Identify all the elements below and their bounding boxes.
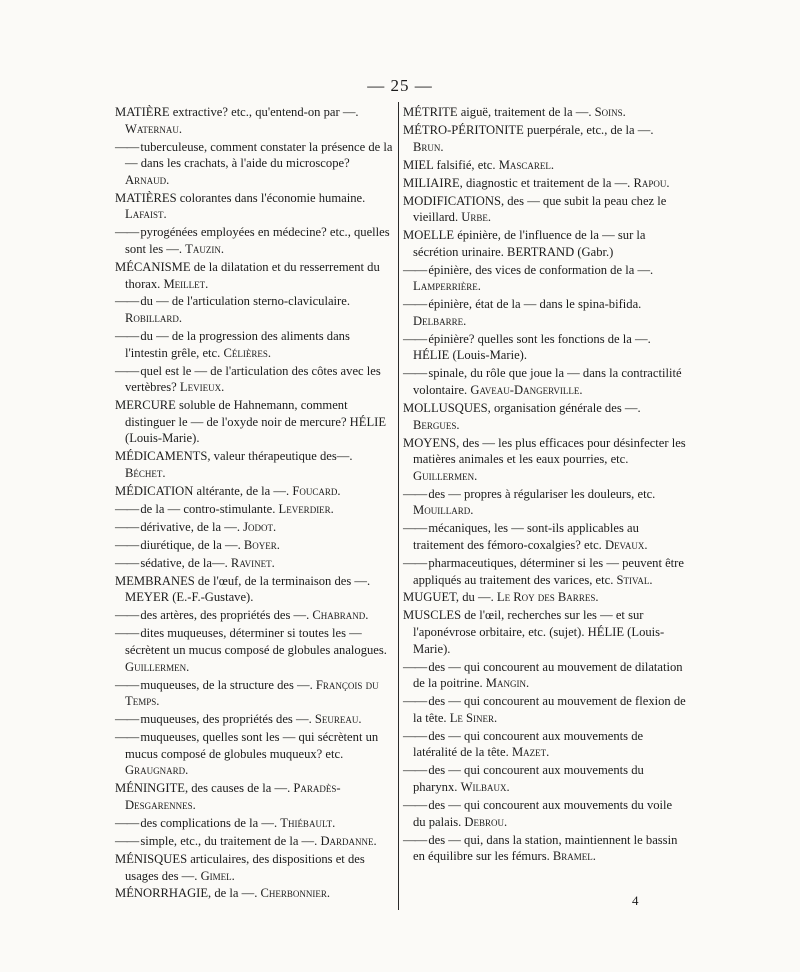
index-entry bbox=[403, 331, 687, 364]
entry-text: des artères, des propriétés des —. bbox=[140, 608, 313, 623]
index-entry bbox=[115, 190, 393, 223]
entry-author: Guillermen. bbox=[125, 659, 190, 674]
continuation-dash: —— bbox=[115, 294, 141, 309]
entry-author: Gimel. bbox=[200, 868, 235, 883]
entry-text: des — propres à régulariser les douleurs, etc. bbox=[428, 486, 656, 501]
entry-author: Boyer. bbox=[243, 537, 280, 552]
entry-text: MEMBRANES de l'œuf, de la terminaison des —. MEYER (E.-F.-Gustave). bbox=[115, 573, 371, 605]
entry-author: Le Siner. bbox=[449, 710, 498, 725]
entry-author: Mangin. bbox=[485, 676, 530, 691]
continuation-dash: —— bbox=[115, 833, 141, 848]
entry-text: des — qui concourent aux mouvements de latéralité de la tête. bbox=[413, 728, 644, 760]
entry-author: Guillermen. bbox=[413, 468, 478, 483]
entry-author: Tauzin. bbox=[185, 241, 225, 256]
continuation-dash: —— bbox=[115, 730, 141, 745]
entry-text: du — de l'articulation sterno-claviculaire. bbox=[140, 294, 350, 309]
index-entry bbox=[403, 659, 687, 692]
continuation-dash: —— bbox=[403, 694, 429, 709]
index-entry bbox=[403, 175, 687, 192]
entry-author: Delbarre. bbox=[413, 313, 467, 328]
entry-text: dérivative, de la —. bbox=[140, 519, 244, 534]
entry-text: épinière? quelles sont les fonctions de la —. HÉLIE (Louis-Marie). bbox=[413, 331, 651, 363]
index-entry bbox=[115, 501, 393, 518]
index-entry bbox=[403, 832, 687, 865]
entry-text: des — qui concourent aux mouvements du voile du palais. bbox=[413, 797, 673, 829]
entry-author: Stival. bbox=[616, 572, 653, 587]
continuation-dash: —— bbox=[403, 555, 429, 570]
index-entry bbox=[115, 677, 393, 710]
entry-text: du — de la progression des aliments dans l'intestin grêle, etc. bbox=[125, 329, 350, 360]
index-entry bbox=[403, 296, 687, 329]
entry-author: Robillard. bbox=[125, 311, 183, 326]
entry-text: MUGUET, du —. bbox=[403, 590, 497, 605]
entry-author: Mascarel. bbox=[498, 157, 555, 172]
entry-text: MATIÈRE extractive? etc., qu'entend-on par —. bbox=[115, 105, 359, 119]
index-entry bbox=[403, 193, 687, 226]
index-entry bbox=[403, 262, 687, 295]
index-entry bbox=[403, 797, 687, 830]
entry-text: muqueuses, quelles sont les — qui sécrètent un mucus composé de globules muqueux? etc. bbox=[125, 730, 379, 761]
entry-author: Brun. bbox=[413, 139, 444, 154]
index-entry bbox=[115, 555, 393, 572]
continuation-dash: —— bbox=[403, 297, 429, 312]
entry-text: simple, etc., du traitement de la —. bbox=[140, 833, 321, 848]
entry-author: Meillet. bbox=[163, 276, 209, 291]
index-entry bbox=[115, 537, 393, 554]
entry-author: Wilbaux. bbox=[460, 779, 510, 794]
entry-author: Foucard. bbox=[292, 483, 341, 498]
index-entry bbox=[115, 729, 393, 779]
entry-text: MERCURE soluble de Hahnemann, comment distinguer le — de l'oxyde noir de mercure? HÉLIE (Louis-Marie). bbox=[115, 398, 387, 446]
column-divider bbox=[398, 102, 399, 910]
continuation-dash: —— bbox=[115, 329, 141, 344]
continuation-dash: —— bbox=[115, 608, 141, 623]
entry-text: des — qui, dans la station, maintiennent le bassin en équilibre sur les fémurs. bbox=[413, 832, 678, 864]
continuation-dash: —— bbox=[115, 555, 141, 570]
entry-text: des — qui concourent au mouvement de dilatation de la poitrine. bbox=[413, 659, 683, 691]
index-entry bbox=[403, 435, 687, 485]
entry-text: épinière, des vices de conformation de la —. bbox=[428, 262, 654, 277]
index-entry bbox=[115, 104, 393, 137]
index-entry bbox=[403, 122, 687, 155]
continuation-dash: —— bbox=[403, 521, 429, 536]
entry-text: MÉTRITE aiguë, traitement de la —. bbox=[403, 105, 595, 119]
entry-author: Debrou. bbox=[464, 814, 508, 829]
continuation-dash: —— bbox=[115, 712, 141, 727]
entry-author: Célières. bbox=[223, 345, 271, 360]
entry-text: sédative, de la—. bbox=[140, 555, 231, 570]
entry-author: Lafaist. bbox=[125, 207, 167, 222]
entry-author: Ravinet. bbox=[230, 555, 275, 570]
entry-text: tuberculeuse, comment constater la présence de la — dans les crachats, à l'aide du microscope? bbox=[125, 139, 393, 171]
page-number: — 25 — bbox=[367, 76, 433, 95]
continuation-dash: —— bbox=[115, 519, 141, 534]
entry-text: mécaniques, les — sont-ils applicables au traitement des fémoro-coxalgies? etc. bbox=[413, 521, 639, 552]
continuation-dash: —— bbox=[403, 797, 429, 812]
continuation-dash: —— bbox=[403, 728, 429, 743]
continuation-dash: —— bbox=[115, 225, 141, 240]
index-entry bbox=[115, 625, 393, 675]
continuation-dash: —— bbox=[115, 363, 141, 378]
entry-author: Lamperrière. bbox=[413, 279, 481, 294]
entry-text: MÉNORRHAGIE, de la —. bbox=[115, 886, 261, 901]
continuation-dash: —— bbox=[115, 139, 141, 154]
entry-author: Seureau. bbox=[314, 712, 362, 727]
entry-author: Chabrand. bbox=[312, 608, 369, 623]
continuation-dash: —— bbox=[403, 763, 429, 778]
entry-author: Soins. bbox=[594, 105, 626, 119]
entry-text: MILIAIRE, diagnostic et traitement de la —. bbox=[403, 175, 634, 190]
continuation-dash: —— bbox=[115, 626, 141, 641]
entry-text: MOYENS, des — les plus efficaces pour désinfecter les matières animales et les eaux pourries, etc. bbox=[403, 435, 686, 467]
index-entry bbox=[403, 728, 687, 761]
entry-author: Waternau. bbox=[125, 121, 183, 136]
index-entry bbox=[403, 486, 687, 519]
entry-author: Thiébault. bbox=[280, 815, 336, 830]
entry-text: dites muqueuses, déterminer si toutes les — sécrètent un mucus composé de globules analogues. bbox=[125, 626, 387, 658]
entry-text: MÉDICATION altérante, de la —. bbox=[115, 483, 293, 498]
entry-text: MÉNISQUES articulaires, des dispositions et des usages des —. bbox=[115, 851, 365, 883]
left-column bbox=[115, 104, 393, 903]
entry-author: Paradès-Desgarennes. bbox=[125, 781, 341, 812]
index-entry bbox=[403, 607, 687, 657]
index-entry bbox=[403, 104, 687, 121]
entry-text: muqueuses, de la structure des —. bbox=[140, 677, 316, 692]
entry-text: MÉTRO-PÉRITONITE puerpérale, etc., de la —. bbox=[403, 122, 654, 137]
index-entry bbox=[403, 227, 687, 260]
entry-text: des complications de la —. bbox=[140, 815, 281, 830]
right-column bbox=[403, 104, 687, 866]
entry-text: MÉDICAMENTS, valeur thérapeutique des—. bbox=[115, 449, 353, 464]
index-entry bbox=[403, 400, 687, 433]
entry-text: spinale, du rôle que joue la — dans la contractilité volontaire. bbox=[413, 366, 682, 398]
index-entry bbox=[115, 328, 393, 361]
entry-text: des — qui concourent aux mouvements du pharynx. bbox=[413, 763, 644, 794]
index-entry bbox=[115, 224, 393, 257]
entry-author: Mouillard. bbox=[413, 503, 474, 518]
entry-author: Dardanne. bbox=[320, 833, 377, 848]
index-entry bbox=[115, 833, 393, 850]
entry-text: épinière, état de la — dans le spina-bifida. bbox=[428, 297, 642, 312]
continuation-dash: —— bbox=[115, 677, 141, 692]
signature-mark: 4 bbox=[632, 893, 639, 908]
entry-author: Graugnard. bbox=[125, 763, 189, 778]
index-entry bbox=[403, 157, 687, 174]
index-entry bbox=[115, 363, 393, 396]
entry-author: Leverdier. bbox=[278, 501, 334, 516]
entry-text: de la — contro-stimulante. bbox=[140, 501, 279, 516]
entry-author: Le Roy des Barres. bbox=[496, 590, 599, 605]
entry-text: MUSCLES de l'œil, recherches sur les — et sur l'aponévrose orbitaire, etc. (sujet). HÉLIE (Louis-Marie). bbox=[403, 608, 665, 656]
continuation-dash: —— bbox=[403, 331, 429, 346]
entry-author: Béchet. bbox=[125, 465, 166, 480]
index-entry bbox=[115, 780, 393, 813]
entry-text: pyrogénées employées en médecine? etc., quelles sont les —. bbox=[125, 225, 390, 256]
continuation-dash: —— bbox=[115, 815, 141, 830]
entry-text: quel est le — de l'articulation des côtes avec les vertèbres? bbox=[125, 363, 381, 395]
index-entry bbox=[403, 589, 687, 606]
index-entry bbox=[115, 139, 393, 189]
index-entry bbox=[403, 365, 687, 398]
entry-text: MÉNINGITE, des causes de la —. bbox=[115, 781, 294, 796]
continuation-dash: —— bbox=[403, 486, 429, 501]
continuation-dash: —— bbox=[403, 659, 429, 674]
index-entry bbox=[115, 519, 393, 536]
continuation-dash: —— bbox=[115, 537, 141, 552]
entry-author: Rapou. bbox=[633, 175, 670, 190]
entry-text: muqueuses, des propriétés des —. bbox=[140, 712, 315, 727]
index-entry bbox=[115, 607, 393, 624]
entry-author: Arnaud. bbox=[125, 172, 170, 187]
entry-author: François du Temps. bbox=[125, 677, 379, 709]
index-entry bbox=[115, 851, 393, 884]
index-entry bbox=[115, 711, 393, 728]
continuation-dash: —— bbox=[403, 262, 429, 277]
entry-author: Urbe. bbox=[461, 210, 492, 225]
index-entry bbox=[403, 520, 687, 553]
entry-text: MÉCANISME de la dilatation et du resserrement du thorax. bbox=[115, 259, 380, 291]
index-entry bbox=[115, 397, 393, 447]
entry-author: Cherbonnier. bbox=[260, 886, 331, 901]
entry-text: diurétique, de la —. bbox=[140, 537, 244, 552]
index-entry bbox=[403, 555, 687, 588]
entry-text: pharmaceutiques, déterminer si les — peuvent être appliqués au traitement des varices, etc. bbox=[413, 555, 684, 587]
entry-author: Jodot. bbox=[243, 519, 277, 534]
continuation-dash: —— bbox=[403, 832, 429, 847]
index-entry bbox=[403, 762, 687, 795]
continuation-dash: —— bbox=[403, 366, 429, 381]
index-entry bbox=[115, 885, 393, 902]
entry-author: Mazet. bbox=[511, 745, 550, 760]
entry-text: MATIÈRES colorantes dans l'économie humaine. bbox=[115, 190, 366, 205]
entry-author: Gaveau-Dangerville. bbox=[470, 383, 583, 398]
index-entry bbox=[115, 259, 393, 292]
index-entry bbox=[115, 815, 393, 832]
index-entry bbox=[115, 573, 393, 606]
index-entry bbox=[115, 448, 393, 481]
entry-text: MOELLE épinière, de l'influence de la — sur la sécrétion urinaire. BERTRAND (Gabr.) bbox=[403, 228, 646, 259]
index-entry bbox=[115, 293, 393, 326]
entry-text: MOLLUSQUES, organisation générale des —. bbox=[403, 401, 641, 415]
entry-text: MODIFICATIONS, des — que subit la peau chez le vieillard. bbox=[403, 193, 667, 225]
entry-text: MIEL falsifié, etc. bbox=[403, 157, 499, 172]
entry-author: Bergues. bbox=[413, 417, 460, 432]
index-entry bbox=[115, 483, 393, 500]
entry-author: Levieux. bbox=[179, 380, 225, 395]
entry-author: Devaux. bbox=[604, 537, 648, 552]
entry-text: des — qui concourent au mouvement de flexion de la tête. bbox=[413, 694, 686, 725]
entry-author: Bramel. bbox=[552, 849, 596, 864]
continuation-dash: —— bbox=[115, 501, 141, 516]
index-entry bbox=[403, 693, 687, 726]
